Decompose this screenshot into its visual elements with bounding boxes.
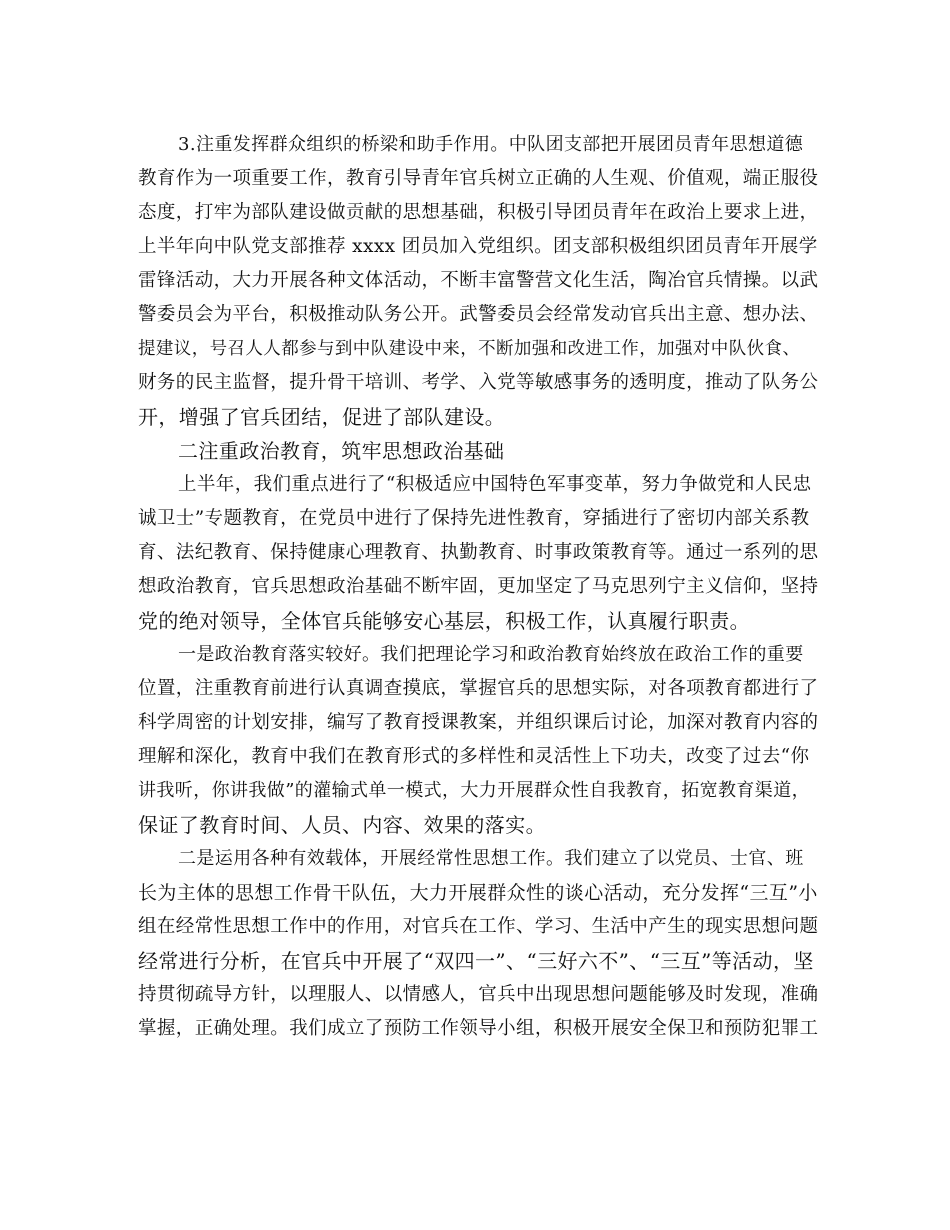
paragraph-2-line-3: 组在经常性思想工作中的作用，对官兵在工作、学习、生活中产生的现实思想问题 bbox=[138, 916, 819, 937]
paragraph-intro-line-3: 育、法纪教育、保持健康心理教育、执勤教育、时事政策教育等。通过一系列的思 bbox=[138, 542, 819, 563]
section-heading: 二注重政治教育，筑牢思想政治基础 bbox=[178, 439, 505, 463]
paragraph-1-line-1: 一是政治教育落实较好。我们把理论学习和政治教育始终放在政治工作的重要 bbox=[178, 644, 804, 665]
paragraph-3-line-9: 开，增强了官兵团结，促进了部队建设。 bbox=[138, 405, 506, 429]
paragraph-2-line-2: 长为主体的思想工作骨干队伍，大力开展群众性的谈心活动，充分发挥“三互”小 bbox=[138, 882, 818, 904]
paragraph-3-line-7: 提建议，号召人人都参与到中队建设中来，不断加强和改进工作，加强对中队伙食、 bbox=[138, 339, 801, 359]
paragraph-2-line-1: 二是运用各种有效载体，开展经常性思想工作。我们建立了以党员、士官、班 bbox=[178, 848, 804, 869]
paragraph-1-line-2: 位置，注重教育前进行认真调查摸底，掌握官兵的思想实际，对各项教育都进行了 bbox=[138, 678, 819, 699]
paragraph-3-line-5: 雷锋活动，大力开展各种文体活动，不断丰富警营文化生活，陶冶官兵情操。以武 bbox=[138, 270, 819, 291]
paragraph-intro-line-2: 诚卫士”专题教育，在党员中进行了保持先进性教育，穿插进行了密切内部关系教 bbox=[138, 508, 810, 529]
paragraph-intro-line-4: 想政治教育，官兵思想政治基础不断牢固，更加坚定了马克思列宁主义信仰，坚持 bbox=[138, 576, 819, 597]
paragraph-3-line-3: 态度，打牢为部队建设做贡献的思想基础，积极引导团员青年在政治上要求上进， bbox=[138, 202, 819, 223]
paragraph-3-line-1: 3.注重发挥群众组织的桥梁和助手作用。中队团支部把开展团员青年思想道德 bbox=[178, 134, 804, 155]
paragraph-2-line-6: 掌握，正确处理。我们成立了预防工作领导小组，积极开展安全保卫和预防犯罪工 bbox=[138, 1018, 819, 1039]
paragraph-3-line-2: 教育作为一项重要工作，教育引导青年官兵树立正确的人生观、价值观，端正服役 bbox=[138, 168, 819, 189]
paragraph-3-line-6: 警委员会为平台，积极推动队务公开。武警委员会经常发动官兵出主意、想办法、 bbox=[138, 304, 819, 325]
paragraph-1-line-5: 讲我听，你讲我做”的灌输式单一模式，大力开展群众性自我教育，拓宽教育渠道， bbox=[138, 780, 810, 801]
paragraph-intro-line-1: 上半年，我们重点进行了“积极适应中国特色军事变革，努力争做党和人民忠 bbox=[178, 474, 812, 495]
paragraph-2-line-4: 经常进行分析，在官兵中开展了“双四一”、“三好六不”、“三互”等活动，坚 bbox=[138, 949, 814, 973]
paragraph-2-line-5: 持贯彻疏导方针，以理服人、以情感人，官兵中出现思想问题能够及时发现，准确 bbox=[138, 984, 819, 1005]
paragraph-1-line-4: 理解和深化，教育中我们在教育形式的多样性和灵活性上下功夫，改变了过去“你 bbox=[138, 746, 810, 767]
paragraph-3-line-4: 上半年向中队党支部推荐 xxxx 团员加入党组织。团支部积极组织团员青年开展学 bbox=[138, 236, 818, 257]
paragraph-3-line-8: 财务的民主监督，提升骨干培训、考学、入党等敏感事务的透明度，推动了队务公 bbox=[138, 372, 819, 393]
paragraph-1-line-6: 保证了教育时间、人员、内容、效果的落实。 bbox=[138, 813, 546, 837]
paragraph-1-line-3: 科学周密的计划安排，编写了教育授课教案，并组织课后讨论，加深对教育内容的 bbox=[138, 712, 819, 733]
paragraph-intro-line-5: 党的绝对领导，全体官兵能够安心基层，积极工作，认真履行职责。 bbox=[138, 609, 750, 633]
